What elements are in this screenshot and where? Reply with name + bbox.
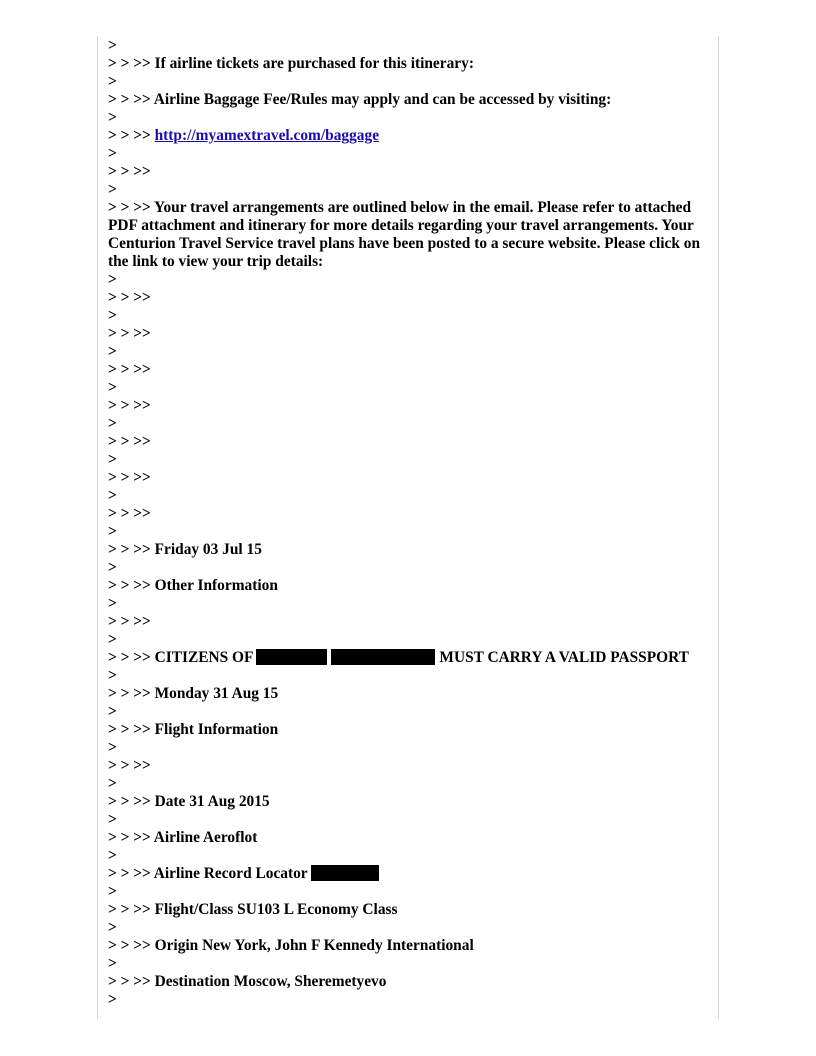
quote-line: > [108, 847, 117, 864]
passport-notice-end: MUST CARRY A VALID PASSPORT [439, 649, 689, 666]
quote-line: > [108, 343, 117, 360]
flight-date-line: > > >> Date 31 Aug 2015 [108, 793, 270, 810]
quote-line: > > >> [108, 433, 151, 450]
baggage-link-line [108, 127, 708, 145]
quote-line: > [108, 883, 117, 900]
quote-line: > [108, 109, 117, 126]
baggage-link[interactable]: http://myamextravel.com/baggage [154, 127, 380, 144]
page-border-right [718, 36, 719, 1019]
quote-line: > [108, 811, 117, 828]
quote-line: > [108, 379, 117, 396]
quote-line: > [108, 775, 117, 792]
redaction-block [331, 649, 435, 665]
quote-line: > > >> [108, 505, 151, 522]
quote-line: > > >> [108, 289, 151, 306]
record-locator-label: > > >> Airline Record Locator [108, 865, 308, 882]
quote-line: > [108, 415, 117, 432]
email-body [108, 37, 708, 1009]
travel-arrangements-paragraph: > > >> Your travel arrangements are outlined below in the email. Please refer to attached PDF attachment and itinerary for more details regarding your travel arrangements. Your Centurion Travel Service travel plans have been posted to a secure website. Please click on the link to view your trip details: [108, 199, 701, 270]
quote-line: > > >> [108, 325, 151, 342]
quote-line: > [108, 667, 117, 684]
date-heading-monday: > > >> Monday 31 Aug 15 [108, 685, 279, 702]
airline-line: > > >> Airline Aeroflot [108, 829, 258, 846]
quote-line: > [108, 991, 117, 1008]
date-heading-friday: > > >> Friday 03 Jul 15 [108, 541, 262, 558]
destination-line: > > >> Destination Moscow, Sheremetyevo [108, 973, 387, 990]
other-information-heading: > > >> Other Information [108, 577, 278, 594]
quote-prefix: > > >> [108, 127, 155, 144]
quote-line: > [108, 595, 117, 612]
flight-class-line: > > >> Flight/Class SU103 L Economy Class [108, 901, 398, 918]
quote-line: > [108, 307, 117, 324]
tickets-purchased-line: > > >> If airline tickets are purchased for this itinerary: [108, 55, 474, 72]
redaction-block [311, 865, 379, 881]
quote-line: > [108, 37, 117, 54]
quote-line: > [108, 523, 117, 540]
record-locator-line [108, 865, 708, 883]
passport-notice-start: > > >> CITIZENS OF [108, 649, 254, 666]
quote-line: > [108, 703, 117, 720]
quote-line: > > >> [108, 361, 151, 378]
origin-line: > > >> Origin New York, John F Kennedy International [108, 937, 474, 954]
quote-line: > [108, 631, 117, 648]
redaction-block [256, 649, 327, 665]
quote-line: > [108, 955, 117, 972]
quote-line: > [108, 145, 117, 162]
quote-line: > [108, 451, 117, 468]
flight-information-heading: > > >> Flight Information [108, 721, 279, 738]
quote-line: > [108, 271, 117, 288]
quote-line: > [108, 919, 117, 936]
quote-line: > > >> [108, 163, 151, 180]
baggage-fee-line: > > >> Airline Baggage Fee/Rules may apply and can be accessed by visiting: [108, 91, 612, 108]
page-border-left [97, 36, 98, 1019]
quote-line: > > >> [108, 469, 151, 486]
quote-line: > [108, 487, 117, 504]
quote-line: > [108, 73, 117, 90]
quote-line: > [108, 739, 117, 756]
passport-notice-line [108, 649, 708, 667]
quote-line: > > >> [108, 613, 151, 630]
quote-line: > > >> [108, 397, 151, 414]
quote-line: > > >> [108, 757, 151, 774]
quote-line: > [108, 559, 117, 576]
quote-line: > [108, 181, 117, 198]
